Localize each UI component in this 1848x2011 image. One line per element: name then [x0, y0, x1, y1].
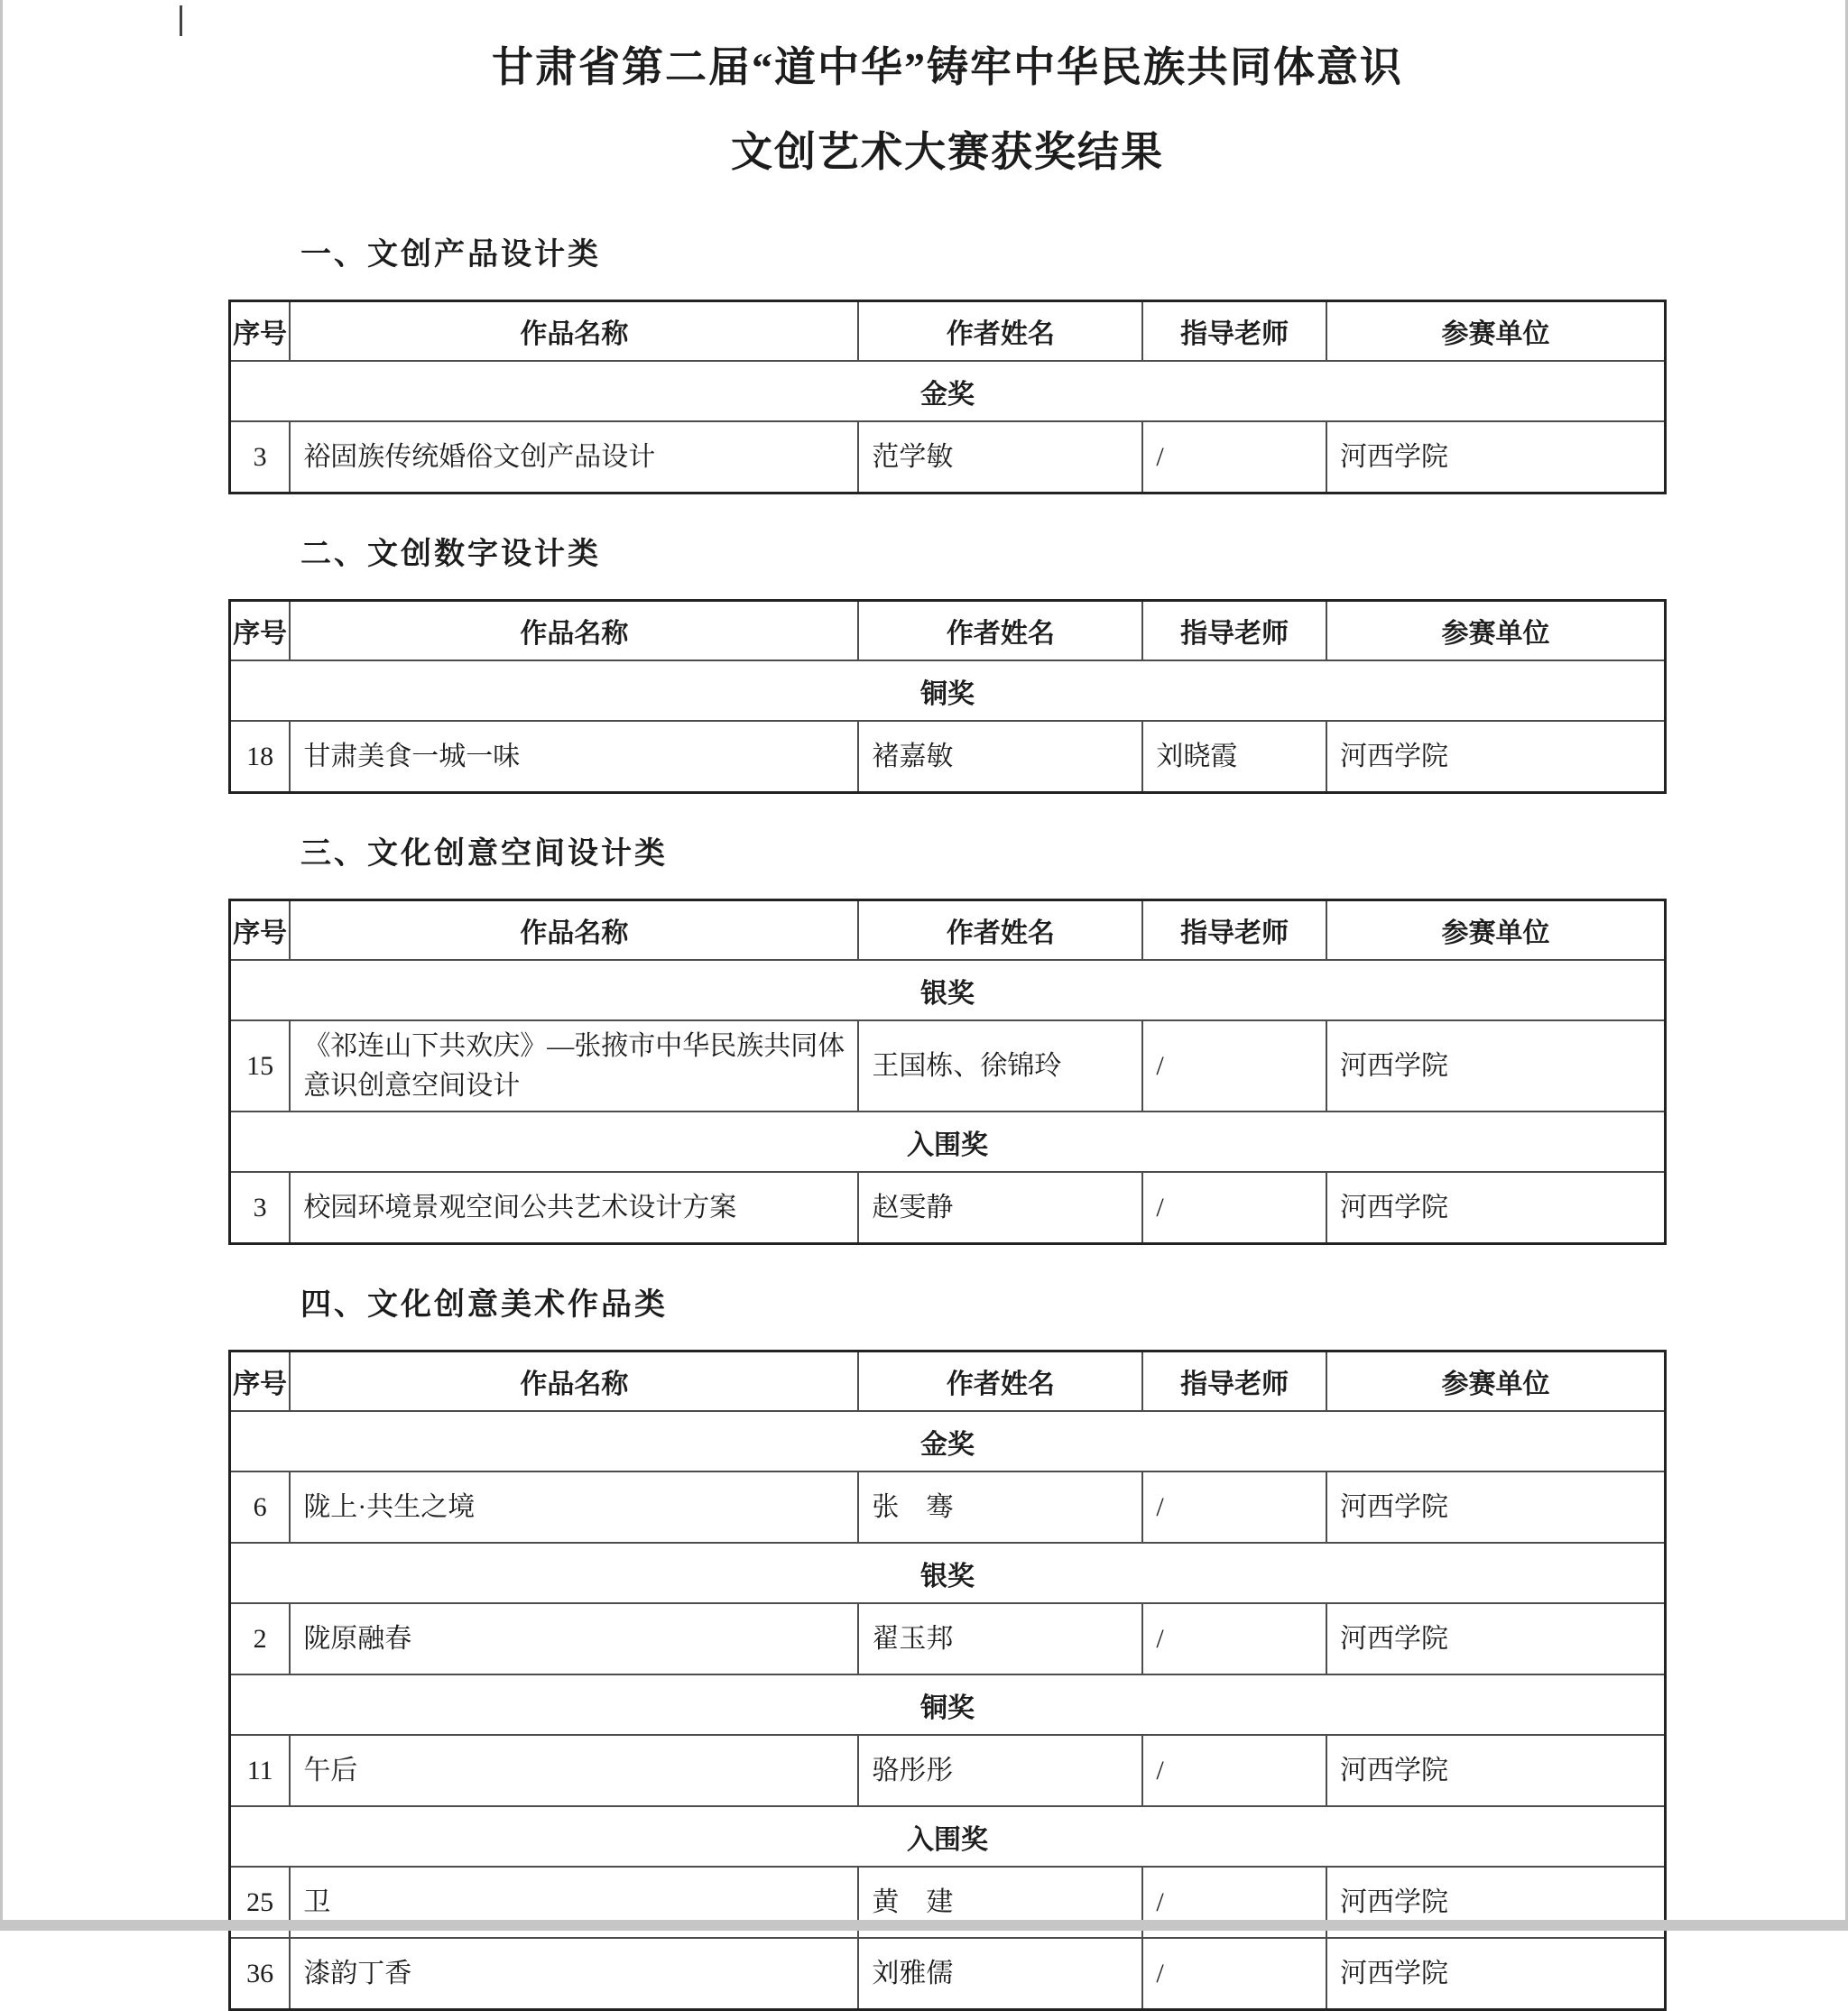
awards-table: [228, 599, 1667, 794]
award-band: 入围奖: [230, 1806, 1666, 1867]
entry-work-cell: 校园环境景观空间公共艺术设计方案: [290, 1172, 858, 1244]
award-row: [230, 1674, 1666, 1735]
award-band: 入围奖: [230, 1112, 1666, 1172]
entry-row: [230, 1938, 1666, 2010]
entry-work-cell: 午后: [290, 1735, 858, 1806]
entry-advisor-cell: /: [1142, 1172, 1326, 1244]
sections-container: [228, 236, 1667, 2011]
award-band: 银奖: [230, 960, 1666, 1020]
table-header-row: [230, 301, 1666, 362]
awards-table-body: [230, 900, 1666, 1244]
entry-work-cell: 漆韵丁香: [290, 1938, 858, 2010]
entry-author-cell: 赵雯静: [858, 1172, 1142, 1244]
table-header-cell: 参赛单位: [1326, 900, 1666, 961]
award-section: [228, 1287, 1667, 2011]
table-header-cell: 作品名称: [290, 900, 858, 961]
entry-author-cell: 黄 建: [858, 1867, 1142, 1938]
awards-table: [228, 899, 1667, 1245]
table-header-row: [230, 1351, 1666, 1412]
entry-no-cell: 3: [230, 421, 291, 494]
award-row: [230, 1806, 1666, 1867]
entry-unit-cell: 河西学院: [1326, 1603, 1666, 1674]
entry-advisor-cell: /: [1142, 421, 1326, 494]
entry-unit-cell: 河西学院: [1326, 1471, 1666, 1543]
entry-no-cell: 15: [230, 1020, 291, 1112]
table-header-cell: 指导老师: [1142, 301, 1326, 362]
entry-author-cell: 褚嘉敏: [858, 721, 1142, 793]
section-heading: 三、文化创意空间设计类: [300, 836, 668, 871]
entry-unit-cell: 河西学院: [1326, 1867, 1666, 1938]
table-header-row: [230, 601, 1666, 661]
table-header-cell: 作品名称: [290, 601, 858, 661]
entry-no-cell: 18: [230, 721, 291, 793]
entry-no-cell: 11: [230, 1735, 291, 1806]
award-band: 金奖: [230, 1411, 1666, 1471]
entry-work-cell: 陇上·共生之境: [290, 1471, 858, 1543]
cursor-mark: [180, 5, 182, 36]
document-page: [228, 0, 1667, 2011]
entry-row: [230, 1603, 1666, 1674]
award-band: 铜奖: [230, 660, 1666, 721]
award-row: [230, 1112, 1666, 1172]
section-heading: 二、文创数字设计类: [300, 537, 601, 571]
entry-row: [230, 1735, 1666, 1806]
section-heading: 一、文创产品设计类: [300, 237, 601, 272]
entry-no-cell: 6: [230, 1471, 291, 1543]
award-row: [230, 1411, 1666, 1471]
award-row: [230, 361, 1666, 421]
award-band: 铜奖: [230, 1674, 1666, 1735]
table-header-cell: 序号: [230, 1351, 291, 1412]
award-row: [230, 960, 1666, 1020]
entry-row: [230, 1471, 1666, 1543]
entry-advisor-cell: /: [1142, 1020, 1326, 1112]
award-section: [228, 536, 1667, 794]
entry-row: [230, 1172, 1666, 1244]
entry-author-cell: 刘雅儒: [858, 1938, 1142, 2010]
entry-unit-cell: 河西学院: [1326, 1938, 1666, 2010]
table-header-cell: 序号: [230, 301, 291, 362]
entry-author-cell: 张 骞: [858, 1471, 1142, 1543]
table-header-cell: 作品名称: [290, 1351, 858, 1412]
entry-advisor-cell: /: [1142, 1867, 1326, 1938]
table-header-cell: 指导老师: [1142, 601, 1326, 661]
entry-author-cell: 骆彤彤: [858, 1735, 1142, 1806]
table-header-cell: 参赛单位: [1326, 301, 1666, 362]
awards-table-body: [230, 301, 1666, 494]
award-section: [228, 835, 1667, 1245]
entry-author-cell: 王国栋、徐锦玲: [858, 1020, 1142, 1112]
award-band: 金奖: [230, 361, 1666, 421]
section-heading: 四、文化创意美术作品类: [300, 1287, 668, 1322]
entry-work-cell: 甘肃美食一城一味: [290, 721, 858, 793]
awards-table-body: [230, 1351, 1666, 2010]
table-header-cell: 序号: [230, 601, 291, 661]
table-header-cell: 指导老师: [1142, 900, 1326, 961]
table-header-cell: 指导老师: [1142, 1351, 1326, 1412]
entry-work-cell: 卫: [290, 1867, 858, 1938]
entry-author-cell: 范学敏: [858, 421, 1142, 494]
document-title: [228, 0, 1667, 195]
entry-unit-cell: 河西学院: [1326, 421, 1666, 494]
table-header-cell: 作者姓名: [858, 601, 1142, 661]
awards-table: [228, 1350, 1667, 2011]
entry-work-cell: 陇原融春: [290, 1603, 858, 1674]
entry-advisor-cell: /: [1142, 1603, 1326, 1674]
entry-no-cell: 3: [230, 1172, 291, 1244]
table-header-cell: 序号: [230, 900, 291, 961]
entry-no-cell: 36: [230, 1938, 291, 2010]
entry-no-cell: 25: [230, 1867, 291, 1938]
table-header-cell: 参赛单位: [1326, 1351, 1666, 1412]
entry-advisor-cell: 刘晓霞: [1142, 721, 1326, 793]
entry-advisor-cell: /: [1142, 1471, 1326, 1543]
entry-no-cell: 2: [230, 1603, 291, 1674]
table-header-cell: 作者姓名: [858, 1351, 1142, 1412]
table-header-cell: 参赛单位: [1326, 601, 1666, 661]
entry-row: [230, 721, 1666, 793]
entry-advisor-cell: /: [1142, 1938, 1326, 2010]
entry-work-cell: 《祁连山下共欢庆》—张掖市中华民族共同体意识创意空间设计: [290, 1020, 858, 1112]
award-band: 银奖: [230, 1543, 1666, 1603]
entry-unit-cell: 河西学院: [1326, 1172, 1666, 1244]
table-header-cell: 作品名称: [290, 301, 858, 362]
title-line-2: 文创艺术大赛获奖结果: [731, 129, 1164, 175]
entry-work-cell: 裕固族传统婚俗文创产品设计: [290, 421, 858, 494]
awards-table-body: [230, 601, 1666, 793]
table-header-cell: 作者姓名: [858, 900, 1142, 961]
award-row: [230, 1543, 1666, 1603]
entry-unit-cell: 河西学院: [1326, 1020, 1666, 1112]
entry-author-cell: 翟玉邦: [858, 1603, 1142, 1674]
entry-row: [230, 1020, 1666, 1112]
table-header-cell: 作者姓名: [858, 301, 1142, 362]
award-row: [230, 660, 1666, 721]
page-edge-bottom: [0, 1920, 1848, 1931]
award-section: [228, 236, 1667, 494]
title-line-1: 甘肃省第二届“道中华”铸牢中华民族共同体意识: [492, 44, 1403, 90]
table-header-row: [230, 900, 1666, 961]
entry-advisor-cell: /: [1142, 1735, 1326, 1806]
entry-row: [230, 421, 1666, 494]
awards-table: [228, 300, 1667, 494]
entry-unit-cell: 河西学院: [1326, 721, 1666, 793]
entry-unit-cell: 河西学院: [1326, 1735, 1666, 1806]
page-edge-left: [0, 0, 3, 1931]
